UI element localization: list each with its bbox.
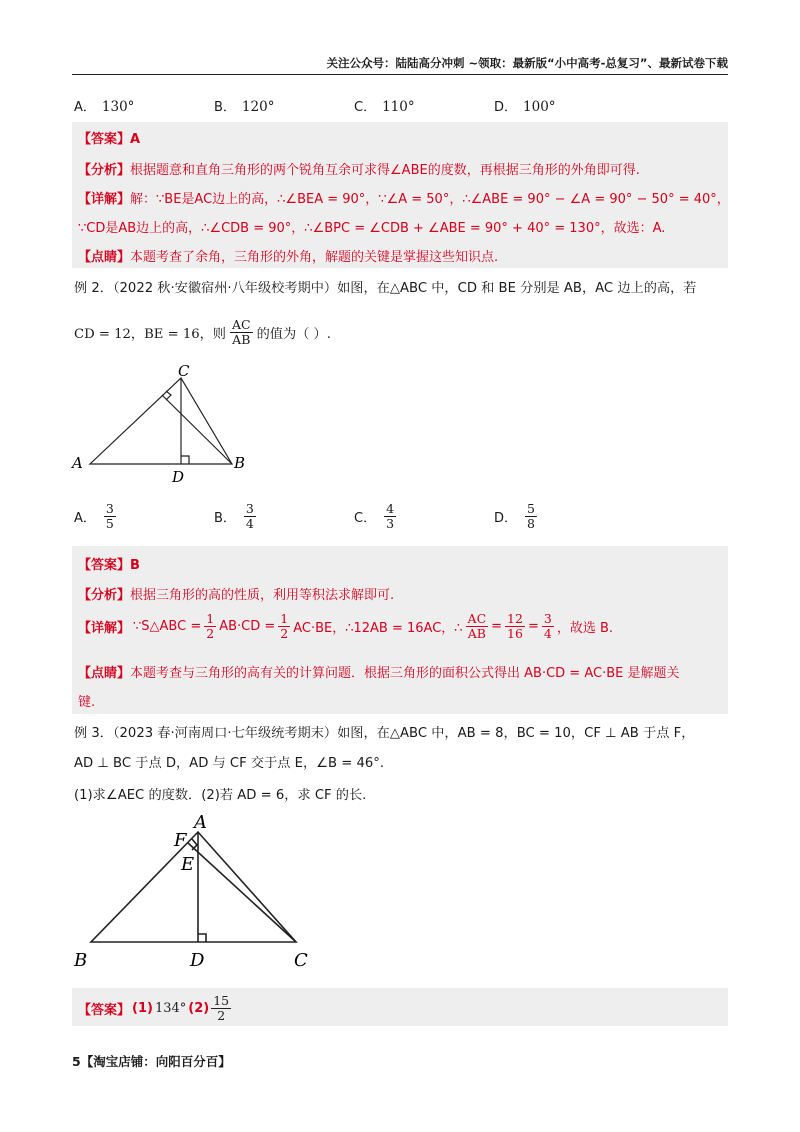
q1-answer: 【答案】A — [78, 132, 141, 147]
footer-text: 【淘宝店铺：向阳百分百】 — [80, 1054, 231, 1069]
example2-solution-box — [72, 546, 728, 714]
example2-label-c: C — [178, 362, 190, 380]
q1-solution-box — [72, 122, 728, 268]
page-header — [72, 56, 728, 75]
page-footer — [72, 1052, 231, 1070]
example2-answer: 【答案】B — [78, 558, 140, 573]
example2-analysis: 【分析】根据三角形的高的性质，利用等积法求解即可. — [78, 588, 395, 603]
q1-detail-line-2: ∵CD是AB边上的高，∴∠CDB = 90°，∴∠BPC = ∠CDB + ∠ABE = 90° + 40° = 130°，故选：A. — [78, 221, 666, 236]
example2-option-b: B． $\frac{3}{4}$ — [214, 501, 254, 531]
example3-stem-line-1: 例 3．（2023 春·河南周口·七年级统考期末）如图，在△ABC 中，AB = 8，BC = 10，CF ⊥ AB 于点 F， — [74, 726, 695, 741]
example2-label-b: B — [234, 454, 246, 472]
example2-label-a: A — [72, 454, 83, 472]
example3-stem-line-3: (1)求∠AEC 的度数．(2)若 AD = 6，求 CF 的长. — [74, 788, 367, 803]
q1-option-b: B． 120° — [214, 99, 275, 115]
example3-triangle-figure — [66, 808, 336, 976]
example2-option-d: D． $\frac{5}{8}$ — [494, 501, 535, 531]
q1-analysis: 【分析】根据题意和直角三角形的两个锐角互余可求得∠ABE的度数，再根据三角形的外角即可得. — [78, 163, 640, 178]
q1-option-d: D． 100° — [494, 99, 556, 115]
example2-option-a: A． $\frac{3}{5}$ — [74, 501, 114, 531]
example2-ratio-fraction: $\frac{AC}{AB}$ — [231, 317, 251, 347]
q1-option-a: A． 130° — [74, 99, 135, 115]
example3-label-e: E — [181, 854, 195, 875]
example2-stem-line-2: CD = 12，BE = 16，则 $\frac{AC}{AB}$ 的值为（ ）. — [74, 317, 331, 347]
example3-label-b: B — [74, 950, 88, 971]
example3-answer: 【答案】 (1) 134° (2) $\frac{15}{2}$ — [78, 993, 230, 1023]
example3-label-d: D — [190, 950, 205, 971]
example2-option-c: C． $\frac{4}{3}$ — [354, 501, 395, 531]
example2-comment-line-2: 键. — [78, 695, 96, 710]
example3-stem-line-2: AD ⊥ BC 于点 D，AD 与 CF 交于点 E，∠B = 46°. — [74, 756, 385, 771]
page-number: 5 — [72, 1054, 81, 1069]
example2-triangle-figure — [66, 360, 266, 485]
example3-label-f: F — [174, 830, 187, 851]
example3-label-a: A — [194, 812, 207, 833]
q1-detail-line-1: 【详解】解：∵BE是AC边上的高，∴∠BEA = 90°，∵∠A = 50°，∴∠ABE = 90° − ∠A = 90° − 50° = 40°， — [78, 192, 730, 207]
header-text: 关注公众号：陆陆高分冲刺 ~领取：最新版“小中高考-总复习”、最新试卷下载 — [326, 56, 728, 70]
example2-detail: 【详解】 ∵S△ABC = $\frac{1}{2}$ AB·CD = $\frac{1}{2}$ AC·BE，∴12AB = 16AC，∴ $\frac{AC}{AB}$ = $\frac{12}{16}$ = $\frac{3}{4}$ ，故选 B. — [78, 611, 613, 641]
example2-label-d: D — [172, 468, 185, 485]
q1-comment: 【点睛】本题考查了余角，三角形的外角，解题的关键是掌握这些知识点. — [78, 250, 499, 265]
example3-label-c: C — [294, 950, 308, 971]
example2-stem-line-1: 例 2．（2022 秋·安徽宿州·八年级校考期中）如图，在△ABC 中，CD 和 BE 分别是 AB，AC 边上的高，若 — [74, 281, 697, 296]
example3-answer-box — [72, 988, 728, 1026]
example2-comment-line-1: 【点睛】本题考查与三角形的高有关的计算问题．根据三角形的面积公式得出 AB·CD = AC·BE 是解题关 — [78, 666, 680, 681]
q1-option-c: C． 110° — [354, 99, 415, 115]
